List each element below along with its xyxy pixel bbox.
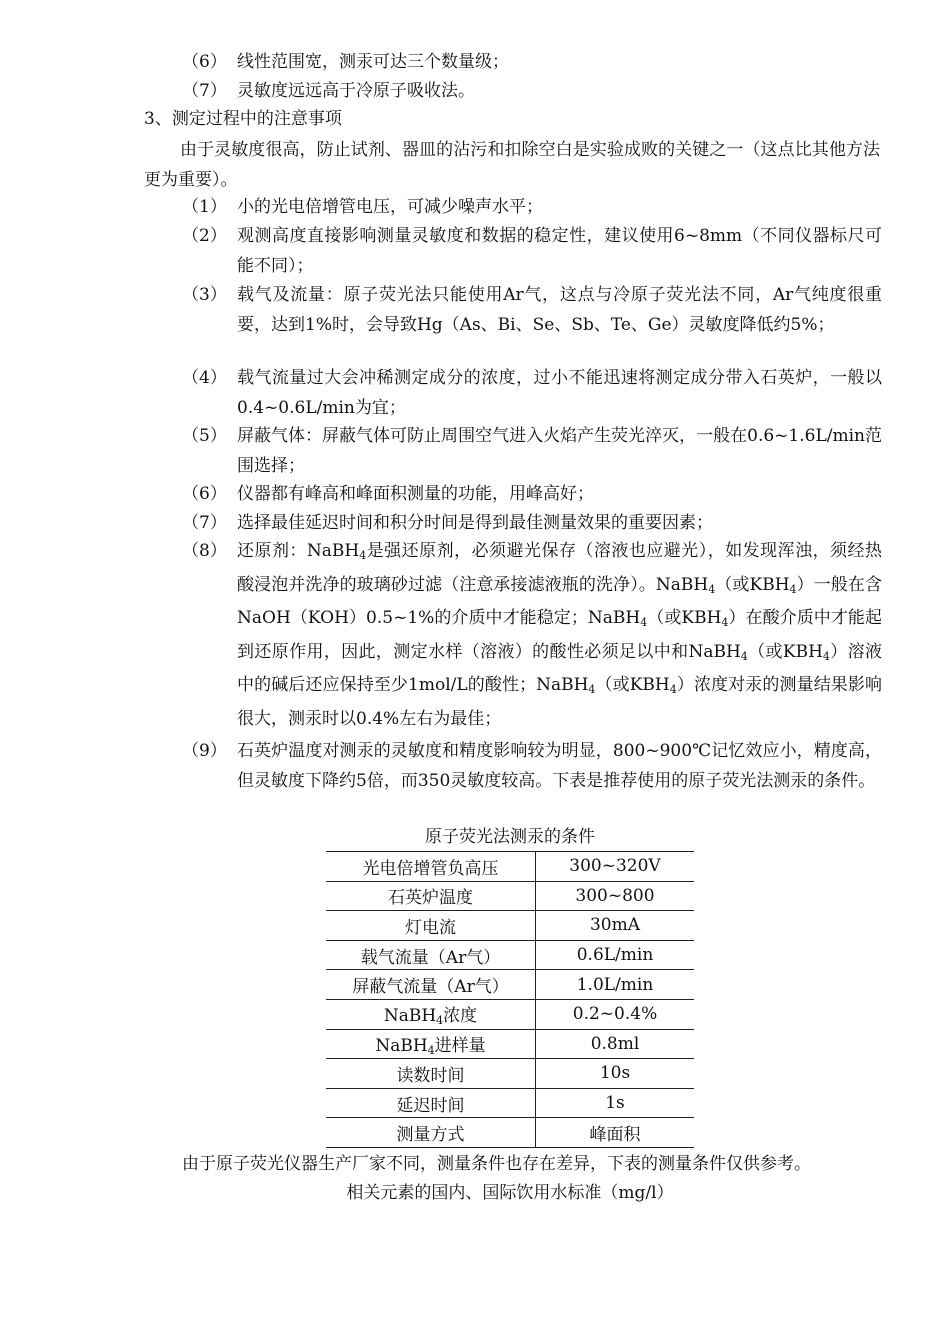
list-item — [182, 222, 882, 281]
list-item — [182, 193, 882, 223]
next-table-title: 相关元素的国内、国际饮用水标准（mg/l） — [346, 1183, 674, 1203]
row-label: 载气流量（Ar气） — [326, 940, 536, 970]
list-item — [182, 480, 882, 510]
row-value: 300~320V — [536, 852, 695, 882]
row-value: 峰面积 — [536, 1118, 695, 1148]
table-row — [326, 1118, 694, 1148]
item-number: （6） — [182, 52, 227, 72]
item-number: （7） — [182, 513, 227, 533]
item-text: 灵敏度远远高于冷原子吸收法。 — [237, 81, 475, 101]
item-text: 选择最佳延迟时间和积分时间是得到最佳测量效果的重要因素； — [237, 513, 713, 533]
list-item — [182, 737, 882, 796]
row-label: NaBH$_4$浓度 — [326, 999, 536, 1029]
table-row — [326, 970, 694, 1000]
row-label: 石英炉温度 — [326, 881, 536, 911]
conditions-table — [326, 851, 694, 1148]
item-text: 仪器都有峰高和峰面积测量的功能，用峰高好； — [237, 484, 594, 504]
row-label: 测量方式 — [326, 1118, 536, 1148]
item-text: 线性范围宽，测汞可达三个数量级； — [237, 52, 509, 72]
table-row — [326, 999, 694, 1029]
row-label: 灯电流 — [326, 911, 536, 941]
table-row — [326, 1029, 694, 1059]
table-row — [326, 881, 694, 911]
row-value: 1.0L/min — [536, 970, 695, 1000]
item-number: （2） — [182, 226, 227, 246]
item-text: 载气流量过大会冲稀测定成分的浓度，过小不能迅速将测定成分带入石英炉，一般以0.4~0.6L/min为宜； — [237, 368, 882, 418]
item-text: 小的光电倍增管电压，可减少噪声水平； — [237, 197, 543, 217]
row-label: 读数时间 — [326, 1059, 536, 1089]
section-heading: 3、测定过程中的注意事项 — [144, 109, 342, 129]
row-value: 1s — [536, 1088, 695, 1118]
item-text: 石英炉温度对测汞的灵敏度和精度影响较为明显，800~900℃记忆效应小，精度高，但灵敏度下降约5倍，而350灵敏度较高。下表是推荐使用的原子荧光法测汞的条件。 — [237, 741, 882, 791]
table-row — [326, 911, 694, 941]
item-number: （4） — [182, 368, 227, 388]
row-value: 300~800 — [536, 881, 695, 911]
footer-note: 由于原子荧光仪器生产厂家不同，测量条件也存在差异，下表的测量条件仅供参考。 — [182, 1154, 811, 1174]
item-number: （9） — [182, 741, 227, 761]
item-number: （8） — [182, 541, 227, 561]
row-value: 10s — [536, 1059, 695, 1089]
row-label: 屏蔽气流量（Ar气） — [326, 970, 536, 1000]
item-number: （3） — [182, 285, 227, 305]
item-number: （6） — [182, 484, 227, 504]
list-item — [182, 509, 882, 539]
intro-paragraph: 由于灵敏度很高，防止试剂、器皿的沾污和扣除空白是实验成败的关键之一（这点比其他方法更为重要）。 — [144, 140, 880, 190]
list-item — [182, 537, 882, 734]
row-label: 光电倍增管负高压 — [326, 852, 536, 882]
row-value: 30mA — [536, 911, 695, 941]
table-row — [326, 940, 694, 970]
item-number: （1） — [182, 197, 227, 217]
table-caption: 原子荧光法测汞的条件 — [425, 827, 595, 847]
item-text: 屏蔽气体：屏蔽气体可防止周围空气进入火焰产生荧光淬灭，一般在0.6~1.6L/min范围选择； — [237, 426, 882, 476]
list-item — [182, 77, 882, 107]
item-number: （7） — [182, 81, 227, 101]
row-label: 延迟时间 — [326, 1088, 536, 1118]
list-item — [182, 48, 882, 78]
row-value: 0.6L/min — [536, 940, 695, 970]
table-row — [326, 852, 694, 882]
table-row — [326, 1088, 694, 1118]
item-number: （5） — [182, 426, 227, 446]
item-text: 观测高度直接影响测量灵敏度和数据的稳定性，建议使用6~8mm（不同仪器标尺可能不同）； — [237, 226, 882, 276]
list-item — [182, 422, 882, 481]
item-text: 载气及流量：原子荧光法只能使用Ar气，这点与冷原子荧光法不同，Ar气纯度很重要，达到1%时，会导致Hg（As、Bi、Se、Sb、Te、Ge）灵敏度降低约5%； — [237, 285, 882, 335]
row-value: 0.8ml — [536, 1029, 695, 1059]
item-text: 还原剂：NaBH$_4$是强还原剂，必须避光保存（溶液也应避光），如发现浑浊，须经热酸浸泡并洗净的玻璃砂过滤（注意承接滤液瓶的洗净）。NaBH$_4$（或$KBH_4$）一般在含NaOH（KOH）0.5~1%的介质中才能稳定；NaBH$_4$（或$KBH_4$）在酸介质中才能起到还原作用，因此，测定水样（溶液）的酸性必须足以中和NaBH$_4$（或$KBH_4$）溶液中的碱后还应保持至少1mol/L的酸性；NaBH$_4$（或$KBH_4$）浓度对汞的测量结果影响很大，测汞时以0.4%左右为最佳； — [237, 541, 883, 729]
row-value: 0.2~0.4% — [536, 999, 695, 1029]
list-item — [182, 364, 882, 423]
row-label: NaBH$_4$进样量 — [326, 1029, 536, 1059]
table-row — [326, 1059, 694, 1089]
list-item — [182, 281, 882, 340]
